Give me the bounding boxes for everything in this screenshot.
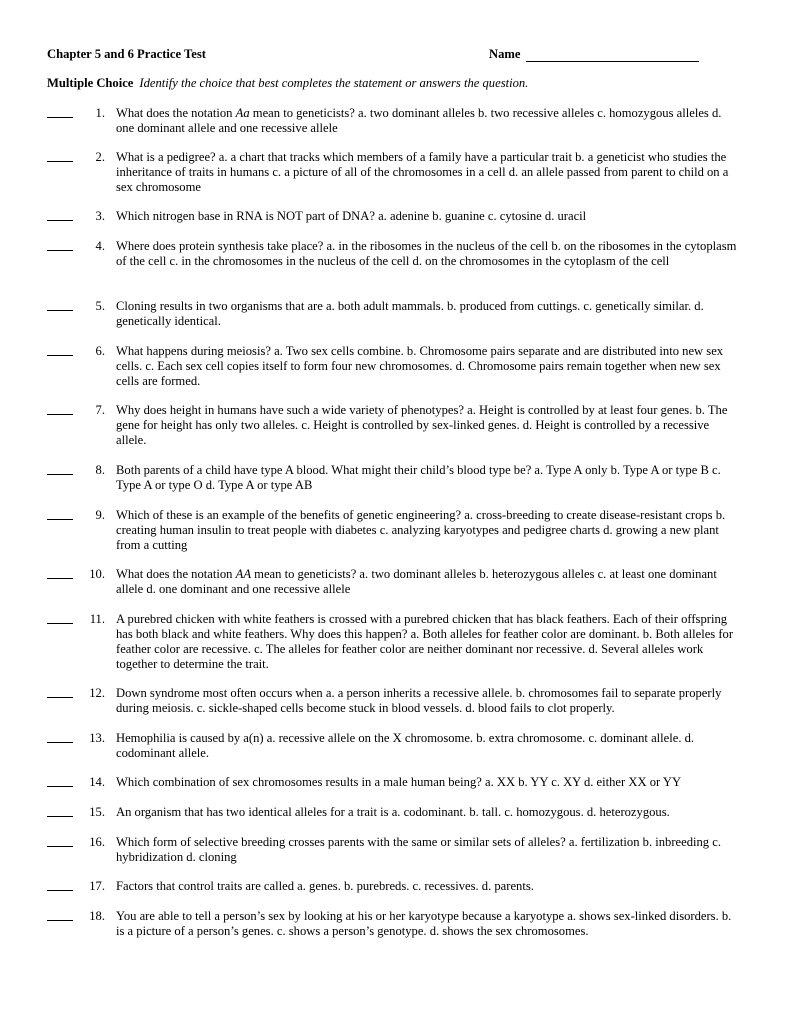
answer-blank[interactable]	[47, 697, 73, 698]
question-number: 14.	[89, 775, 105, 789]
question-text: Which nitrogen base in RNA is NOT part of DNA? a. adenine b. guanine c. cytosine d. uracil	[116, 209, 587, 223]
genotype-notation: Aa	[235, 106, 250, 120]
answer-blank[interactable]	[47, 250, 73, 251]
section-heading	[47, 76, 528, 91]
name-label: Name	[489, 47, 521, 61]
question-text: Which of these is an example of the benefits of genetic engineering? a. cross-breeding to create disease-resistant crops b. creating human insulin to treat people with diabetes c. analyzing karyotypes and pedigree charts d. growing a new plant from a cutting	[116, 508, 726, 552]
question-number: 18.	[89, 909, 105, 923]
question-number: 17.	[89, 879, 105, 893]
question-number: 6.	[95, 344, 105, 358]
answer-blank[interactable]	[47, 474, 73, 475]
answer-blank[interactable]	[47, 519, 73, 520]
answer-blank[interactable]	[47, 117, 73, 118]
question-text: Why does height in humans have such a wide variety of phenotypes? a. Height is controlled by at least four genes. b. The gene for height has only two alleles. c. Height is controlled by sex-linked genes. d. Height is controlled by a recessive allele.	[116, 403, 728, 447]
question-text: Both parents of a child have type A blood. What might their child’s blood type be? a. Type A only b. Type A or type B c. Type A or type O d. Type A or type AB	[116, 463, 721, 492]
question-number: 2.	[95, 150, 105, 164]
section-instructions: Identify the choice that best completes the statement or answers the question.	[139, 76, 529, 90]
question-text: A purebred chicken with white feathers is crossed with a purebred chicken that has black feathers. Each of their offspring has both black and white feathers. Why does this happen? a. Both alleles for feather color are dominant. b. Both alleles for feather color are recessive. c. The alleles for feather color are neither dominant nor recessive. d. Several alleles work together to determine the trait.	[116, 612, 734, 671]
answer-blank[interactable]	[47, 355, 73, 356]
question-text: Which form of selective breeding crosses parents with the same or similar sets of alleles? a. fertilization b. inbreeding c. hybridization d. cloning	[116, 835, 721, 864]
header	[47, 47, 747, 63]
question-number: 7.	[95, 403, 105, 417]
answer-blank[interactable]	[47, 161, 73, 162]
question-number: 13.	[89, 731, 105, 745]
answer-blank[interactable]	[47, 846, 73, 847]
question-text: Which combination of sex chromosomes results in a male human being? a. XX b. YY c. XY d. either XX or YY	[116, 775, 682, 789]
question-text: What is a pedigree? a. a chart that tracks which members of a family have a particular trait b. a geneticist who studies the inheritance of traits in humans c. a picture of all of the chromosomes in a cell d. an allele passed from parent to child on a sex chromosome	[116, 150, 729, 194]
question-text: Where does protein synthesis take place? a. in the ribosomes in the nucleus of the cell b. on the ribosomes in the cytoplasm of the cell c. in the chromosomes in the nucleus of the cell d. on the chromosomes in the cytoplasm of the cell	[116, 239, 737, 268]
question-text: What does the notation AA mean to geneticists? a. two dominant alleles b. heterozygous alleles c. at least one dominant allele d. one dominant and one recessive allele	[116, 567, 717, 596]
question-number: 11.	[89, 612, 105, 626]
section-label: Multiple Choice	[47, 76, 134, 90]
answer-blank[interactable]	[47, 220, 73, 221]
question-text: What happens during meiosis? a. Two sex cells combine. b. Chromosome pairs separate and are distributed into new sex cells. c. Each sex cell copies itself to form four new chromosomes. d. Chromosome pairs remain together when new sex cells are formed.	[116, 344, 724, 388]
question-text: Cloning results in two organisms that are a. both adult mammals. b. produced from cuttings. c. genetically similar. d. genetically identical.	[116, 299, 704, 328]
answer-blank[interactable]	[47, 816, 73, 817]
question-text: Down syndrome most often occurs when a. a person inherits a recessive allele. b. chromosomes fail to separate properly during meiosis. c. sickle-shaped cells become stuck in blood vessels. d. blood fails to clot properly.	[116, 686, 722, 715]
answer-blank[interactable]	[47, 578, 73, 579]
question-number: 4.	[95, 239, 105, 253]
name-field[interactable]	[526, 61, 699, 62]
answer-blank[interactable]	[47, 890, 73, 891]
question-number: 5.	[95, 299, 105, 313]
question-text: You are able to tell a person’s sex by looking at his or her karyotype because a karyotype a. shows sex-linked disorders. b. is a picture of a person’s genes. c. shows a person’s genotype. d. shows the sex chromosomes.	[116, 909, 732, 938]
question-text: What does the notation Aa mean to geneticists? a. two dominant alleles b. two recessive alleles c. homozygous alleles d. one dominant allele and one recessive allele	[116, 106, 722, 135]
page-title: Chapter 5 and 6 Practice Test	[47, 47, 206, 61]
answer-blank[interactable]	[47, 920, 73, 921]
question-number: 15.	[89, 805, 105, 819]
question-number: 9.	[95, 508, 105, 522]
answer-blank[interactable]	[47, 623, 73, 624]
question-text: Factors that control traits are called a. genes. b. purebreds. c. recessives. d. parents.	[116, 879, 534, 893]
question-number: 12.	[89, 686, 105, 700]
question-text: An organism that has two identical alleles for a trait is a. codominant. b. tall. c. homozygous. d. heterozygous.	[116, 805, 670, 819]
question-text: Hemophilia is caused by a(n) a. recessive allele on the X chromosome. b. extra chromosome. c. dominant allele. d. codominant allele.	[116, 731, 695, 760]
question-number: 8.	[95, 463, 105, 477]
answer-blank[interactable]	[47, 742, 73, 743]
question-number: 1.	[95, 106, 105, 120]
answer-blank[interactable]	[47, 310, 73, 311]
question-number: 3.	[95, 209, 105, 223]
question-number: 10.	[89, 567, 105, 581]
answer-blank[interactable]	[47, 786, 73, 787]
genotype-notation: AA	[235, 567, 252, 581]
answer-blank[interactable]	[47, 414, 73, 415]
question-number: 16.	[89, 835, 105, 849]
